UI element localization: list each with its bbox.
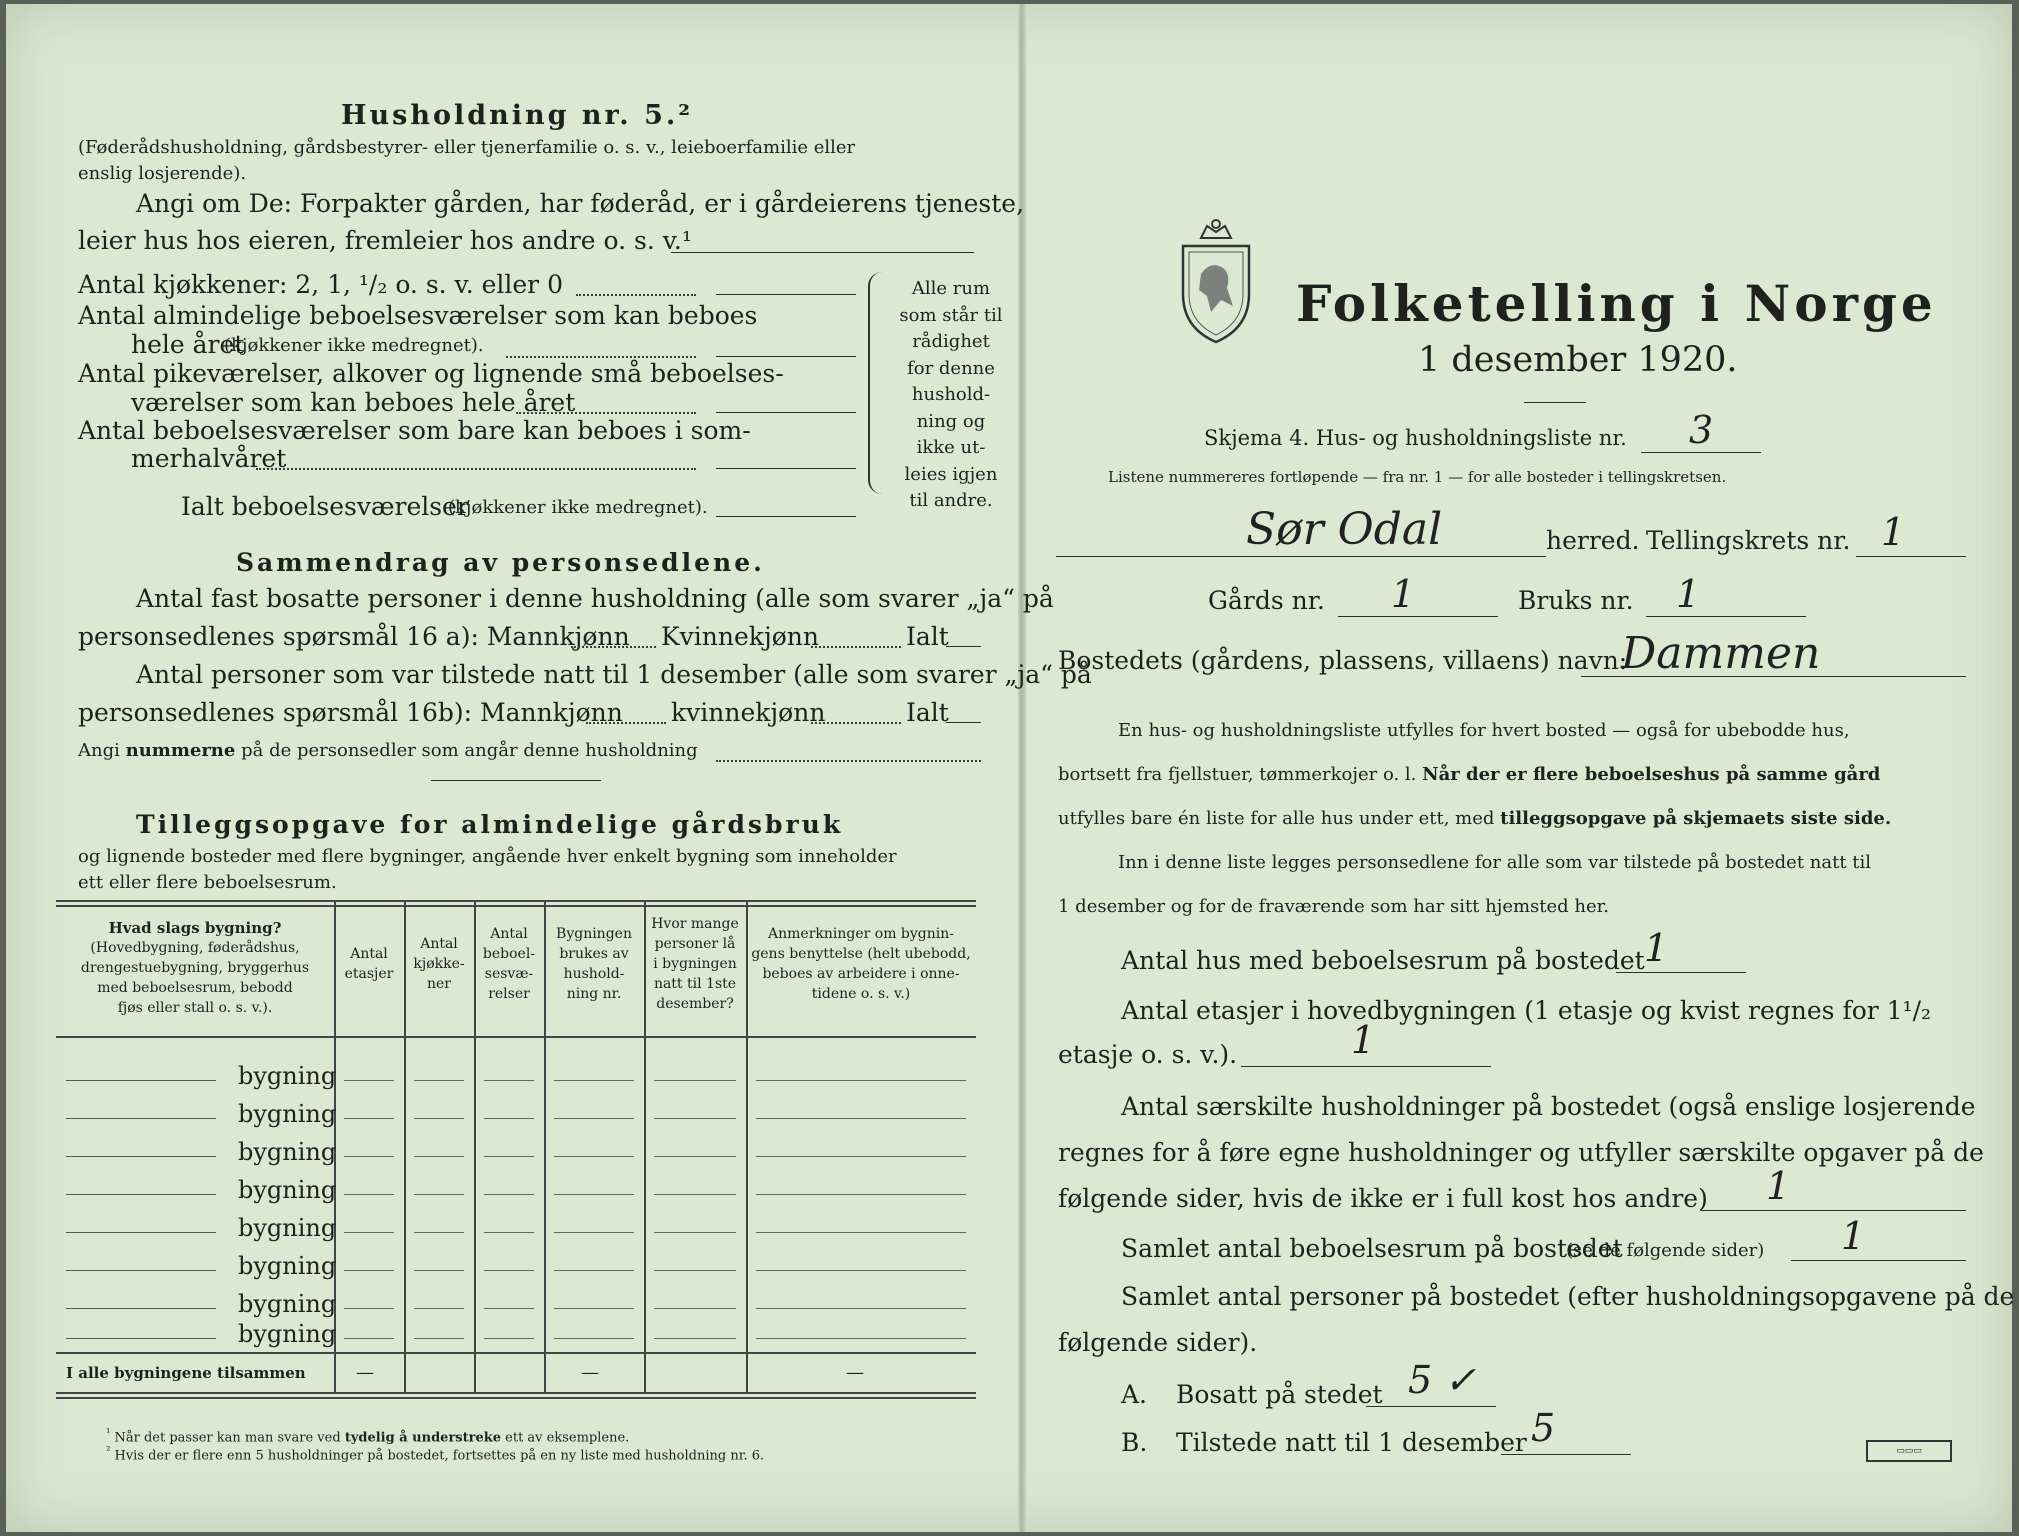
households-answer-line [1701,1210,1966,1211]
header-line: Antal [490,926,528,942]
schema-label: Skjema 4. Hus- og husholdningsliste nr. [1204,426,1627,450]
summary-a-female-label: Kvinnekjønn [661,622,819,651]
header-line: beboes av arbeidere i onne- [762,966,960,982]
cell-line [414,1270,464,1271]
cell-line [414,1156,464,1157]
total-row-dash: — [581,1362,599,1383]
kitchens-label: Antal kjøkkener: 2, 1, ¹/₂ o. s. v. eller 0 [78,270,563,299]
header-line: natt til 1ste [653,976,737,992]
resident-label: Bosatt på stedet [1176,1380,1383,1409]
summary-a-line-2: personsedlenes spørsmål 16 a): Mannkjønn [78,622,630,651]
summary-b-total-line [946,722,981,723]
summary-b-line-2: personsedlenes spørsmål 16b): Mannkjønn [78,698,623,727]
cell-line [756,1194,966,1195]
cell-line [654,1338,736,1339]
cell-line [344,1308,394,1309]
gards-label: Gårds nr. [1208,586,1325,615]
numbers-line-bold: nummerne [125,740,236,761]
rooms-line-2-note: (kjøkkener ikke medregnet). [224,335,484,356]
header-line: (Hovedbygning, føderådshus, [90,940,300,956]
total-rooms-value: 1 [1841,1214,1866,1258]
cell-line [554,1080,634,1081]
header-line: ning nr. [566,986,622,1002]
page-fold [1018,4,1026,1532]
households-line-2: regnes for å føre egne husholdninger og utfyller særskilte opgaver på de [1058,1138,1984,1167]
rooms-line-2: hele året [131,330,245,359]
header-line: tidene o. s. v.) [811,986,911,1002]
building-label: bygning [238,1138,337,1166]
header-line: Bygningen [556,926,632,942]
brace-note [892,276,1010,515]
maid-rooms-line-1: Antal pikeværelser, alkover og lignende små beboelses- [78,359,784,388]
brace-note-line: Alle rum [911,278,991,299]
houses-value: 1 [1644,926,1669,970]
floors-line-2: etasje o. s. v.). [1058,1040,1238,1069]
cell-line [756,1118,966,1119]
instruction-line-5: 1 desember og for de fraværende som har sitt hjemsted her. [1058,896,1609,917]
gards-value: 1 [1391,572,1416,616]
floors-line-1: Antal etasjer i hovedbygningen (1 etasje og kvist regnes for 1¹/₂ [1121,996,1932,1025]
building-name-line [66,1194,216,1195]
building-label: bygning [238,1252,337,1280]
cell-line [756,1270,966,1271]
footnote-1-bold: tydelig å understreke [344,1430,502,1446]
summary-a-female-dots [811,646,901,648]
header-line: relser [488,986,530,1002]
total-row-dash: — [846,1362,864,1383]
cell-line [344,1232,394,1233]
household-subtitle-2: enslig losjerende). [78,163,247,184]
total-row-label: I alle bygningene tilsammen [66,1364,306,1382]
header-line: etasjer [344,966,394,982]
brace-note-line: til andre. [909,490,993,511]
cell-line [756,1338,966,1339]
building-name-line [66,1156,216,1157]
total-rooms-label: Ialt beboelsesværelser [181,492,469,521]
building-label: bygning [238,1290,337,1318]
building-name-line [66,1308,216,1309]
cell-line [756,1232,966,1233]
table-header-kitchens [404,934,474,994]
cell-line [654,1194,736,1195]
krets-label: Tellingskrets nr. [1646,526,1851,555]
cell-line [414,1118,464,1119]
census-date: 1 desember 1920. [1418,340,1738,380]
intro-line-1: Angi om De: Forpakter gården, har føderåd, er i gårdeierens tjeneste, [136,189,1025,218]
intro-line-2: leier hus hos eieren, fremleier hos andre o. s. v.¹ [78,226,692,255]
numbers-dots [716,760,981,762]
instruction-line-3 [1058,808,1891,829]
rooms-dots [506,356,696,358]
maid-rooms-answer-line [716,412,856,413]
numbers-line-pre: Angi [78,740,120,761]
table-header-household [544,924,644,1004]
cell-line [484,1270,534,1271]
cell-line [484,1232,534,1233]
summer-rooms-dots [256,468,696,470]
table-header-remarks [746,924,976,1004]
header-line: desember? [656,996,734,1012]
cell-line [344,1270,394,1271]
cell-line [484,1156,534,1157]
table-row [56,1172,976,1210]
houses-label: Antal hus med beboelsesrum på bostedet [1121,946,1645,975]
summer-rooms-line-1: Antal beboelsesværelser som bare kan beboes i som- [78,416,751,445]
total-row-dash: — [356,1362,374,1383]
maid-rooms-dots [516,412,696,414]
footnote-1-text: Når det passer kan man svare ved [114,1430,341,1446]
building-name-line [66,1118,216,1119]
persons-line-2: følgende sider). [1058,1328,1258,1357]
table-rule [56,900,976,902]
building-label: bygning [238,1100,337,1128]
cell-line [654,1232,736,1233]
cell-line [344,1156,394,1157]
cell-line [414,1080,464,1081]
header-line: hushold- [563,966,625,982]
cell-line [554,1232,634,1233]
cell-line [344,1118,394,1119]
table-header-persons [644,914,746,1014]
header-line: brukes av [559,946,629,962]
schema-answer-line [1641,452,1761,453]
summary-b-male-dots [586,722,666,724]
cell-line [414,1194,464,1195]
floors-answer-line [1241,1066,1491,1067]
instruction-line-2-bold: Når der er flere beboelseshus på samme gård [1422,764,1881,785]
addendum-line-1: og lignende bosteder med flere bygninger, angående hver enkelt bygning som inneholder [78,846,897,867]
households-line-3: følgende sider, hvis de ikke er i full kost hos andre) [1058,1184,1708,1213]
instruction-line-4: Inn i denne liste legges personsedlene for alle som var tilstede på bostedet natt til [1118,852,1872,873]
cell-line [554,1308,634,1309]
header-line: drengestuebygning, bryggerhus [80,960,310,976]
cell-line [756,1308,966,1309]
building-table [56,900,976,1420]
intro-answer-line [671,252,974,253]
footnote-1-mark: ¹ [106,1426,111,1439]
table-row [56,1248,976,1286]
table-rule [56,1036,976,1038]
numbers-line [78,740,698,761]
cell-line [344,1080,394,1081]
herred-value: Sør Odal [1246,504,1443,555]
header-line: ner [427,976,451,992]
left-page [56,4,1092,1532]
table-row [56,1210,976,1248]
schema-number: 3 [1689,408,1714,452]
table-row [56,1058,976,1096]
households-value: 1 [1766,1164,1791,1208]
cell-line [654,1308,736,1309]
bosted-label: Bostedets (gårdens, plassens, villaens) navn: [1058,646,1628,675]
instruction-line-3-pre: utfylles bare én liste for alle hus under ett, med [1058,808,1495,829]
houses-answer-line [1616,972,1746,973]
header-line: med beboelsesrum, bebodd [97,980,293,996]
bruks-answer-line [1646,616,1806,617]
herred-answer-line [1056,556,1546,557]
cell-line [484,1338,534,1339]
building-label: bygning [238,1320,337,1348]
brace-note-line: leies igjen [904,463,998,485]
kitchens-answer-line [716,294,856,295]
header-line: kjøkke- [413,956,465,972]
summary-b-female-dots [811,722,901,724]
present-letter: B. [1121,1428,1148,1457]
coat-of-arms-icon [1171,216,1261,346]
footnote-2-text: Hvis der er flere enn 5 husholdninger på bostedet, fortsettes på en ny liste med husholdning nr. 6. [114,1448,765,1464]
kitchens-dots [576,294,696,296]
brace-note-line: rådighet [912,331,990,352]
summary-a-line-1: Antal fast bosatte personer i denne husholdning (alle som svarer „ja“ på [136,584,1054,613]
footnote-2 [106,1444,764,1463]
gards-answer-line [1338,616,1498,617]
cell-line [554,1156,634,1157]
summary-b-line-1: Antal personer som var tilstede natt til 1 desember (alle som svarer „ja“ på [136,660,1092,689]
persons-line-1: Samlet antal personer på bostedet (efter husholdningsopgavene på de [1121,1282,2015,1311]
total-rooms-label: Samlet antal beboelsesrum på bostedet [1121,1234,1623,1263]
numbers-line-post: på de personsedler som angår denne husholdning [241,740,698,761]
cell-line [554,1338,634,1339]
floors-value: 1 [1351,1018,1376,1062]
rooms-answer-line [716,356,856,357]
summary-a-total-line [946,646,981,647]
summary-b-total-label: Ialt [906,698,949,727]
bruks-label: Bruks nr. [1518,586,1634,615]
cell-line [484,1118,534,1119]
table-row [56,1134,976,1172]
header-line: personer lå [654,936,736,952]
households-line-1: Antal særskilte husholdninger på bostedet (også enslige losjerende [1121,1092,1976,1121]
brace-note-line: ikke ut- [916,437,986,458]
right-page [1046,4,2015,1532]
herred-label: herred. [1546,526,1640,555]
summary-b-female-label: kvinnekjønn [671,698,826,727]
krets-answer-line [1856,556,1966,557]
section-divider [431,780,601,781]
header-line: sesvæ- [484,966,534,982]
cell-line [554,1118,634,1119]
header-line: i bygningen [653,956,737,972]
building-name-line [66,1338,216,1339]
cell-line [654,1270,736,1271]
brace-note-line: hushold- [911,384,991,405]
building-label: bygning [238,1176,337,1204]
cell-line [414,1232,464,1233]
footnote-1-post: ett av eksemplene. [505,1430,630,1446]
household-subtitle-1: (Føderådshusholdning, gårdsbestyrer- eller tjenerfamilie o. s. v., leieboerfamilie eller [78,137,856,158]
cell-line [554,1270,634,1271]
building-name-line [66,1080,216,1081]
cell-line [414,1338,464,1339]
cell-line [654,1118,736,1119]
table-header-rooms [474,924,544,1004]
total-rooms-note: (se de følgende sider) [1566,1240,1765,1261]
footnote-2-mark: ² [106,1444,111,1457]
building-label: bygning [238,1214,337,1242]
instruction-line-3-bold: tilleggsopgave på skjemaets siste side. [1500,808,1892,829]
brace-note-line: ning og [916,410,986,432]
summary-a-total-label: Ialt [906,622,949,651]
brace-note-line: som står til [899,304,1003,326]
header-line: Anmerkninger om bygnin- [768,926,954,942]
table-rule [56,905,976,907]
instruction-line-2 [1058,764,1880,785]
table-header-building [56,918,334,1018]
cell-line [344,1194,394,1195]
title-divider [1524,402,1586,403]
cell-line [654,1080,736,1081]
header-line: gens benyttelse (helt ubebodd, [751,946,971,962]
instruction-line-1: En hus- og husholdningsliste utfylles for hvert bosted — også for ubebodde hus, [1118,720,1850,741]
resident-letter: A. [1121,1380,1148,1409]
brace-note-line: for denne [907,357,995,379]
table-header-floors [334,944,404,984]
table-row [56,1316,976,1354]
summary-a-male-dots [571,646,656,648]
present-value: 5 [1531,1406,1556,1450]
header-line: Hvad slags bygning? [108,919,282,937]
footnote-1 [106,1426,629,1445]
addendum-line-2: ett eller flere beboelsesrum. [78,872,337,893]
summary-title: Sammendrag av personsedlene. [236,548,765,577]
cell-line [654,1156,736,1157]
household-title: Husholdning nr. 5.² [341,100,694,131]
bosted-value: Dammen [1621,628,1821,679]
header-line: Hvor mange [651,916,739,932]
table-rule [56,1397,976,1399]
total-rooms-note: (kjøkkener ikke medregnet). [448,497,708,518]
krets-value: 1 [1881,510,1906,554]
summer-rooms-answer-line [716,468,856,469]
cell-line [414,1308,464,1309]
table-row [56,1096,976,1134]
maid-rooms-line-2: værelser som kan beboes hele året [131,388,576,417]
cell-line [484,1080,534,1081]
cell-line [484,1308,534,1309]
cell-line [554,1194,634,1195]
header-line: beboel- [482,946,536,962]
building-name-line [66,1232,216,1233]
header-line: fjøs eller stall o. s. v.). [117,1000,273,1016]
cell-line [756,1080,966,1081]
printer-stamp: ▭▭▭ [1866,1440,1952,1462]
present-label: Tilstede natt til 1 desember [1176,1428,1527,1457]
header-line: Antal [350,946,388,962]
header-line: Antal [420,936,458,952]
resident-answer-line [1366,1406,1496,1407]
present-answer-line [1501,1454,1631,1455]
table-rule [56,1392,976,1394]
summer-rooms-line-2: merhalvåret [131,444,287,473]
total-rooms-answer-line [1791,1260,1966,1261]
resident-value: 5 ✓ [1408,1358,1477,1402]
cell-line [344,1338,394,1339]
building-label: bygning [238,1062,337,1090]
rooms-line-1: Antal almindelige beboelsesværelser som kan beboes [78,301,758,330]
addendum-title: Tilleggsopgave for almindelige gårdsbruk [136,810,844,839]
building-name-line [66,1270,216,1271]
bruks-value: 1 [1676,572,1701,616]
cell-line [484,1194,534,1195]
cell-line [756,1156,966,1157]
census-title: Folketelling i Norge [1296,274,1937,333]
instruction-line-2-pre: bortsett fra fjellstuer, tømmerkojer o. l. [1058,764,1417,785]
total-rooms-answer-line [716,516,856,517]
numbering-note: Listene nummereres fortløpende — fra nr. 1 — for alle bosteder i tellingskretsen. [1108,468,1727,486]
census-sheet [6,4,2015,1532]
